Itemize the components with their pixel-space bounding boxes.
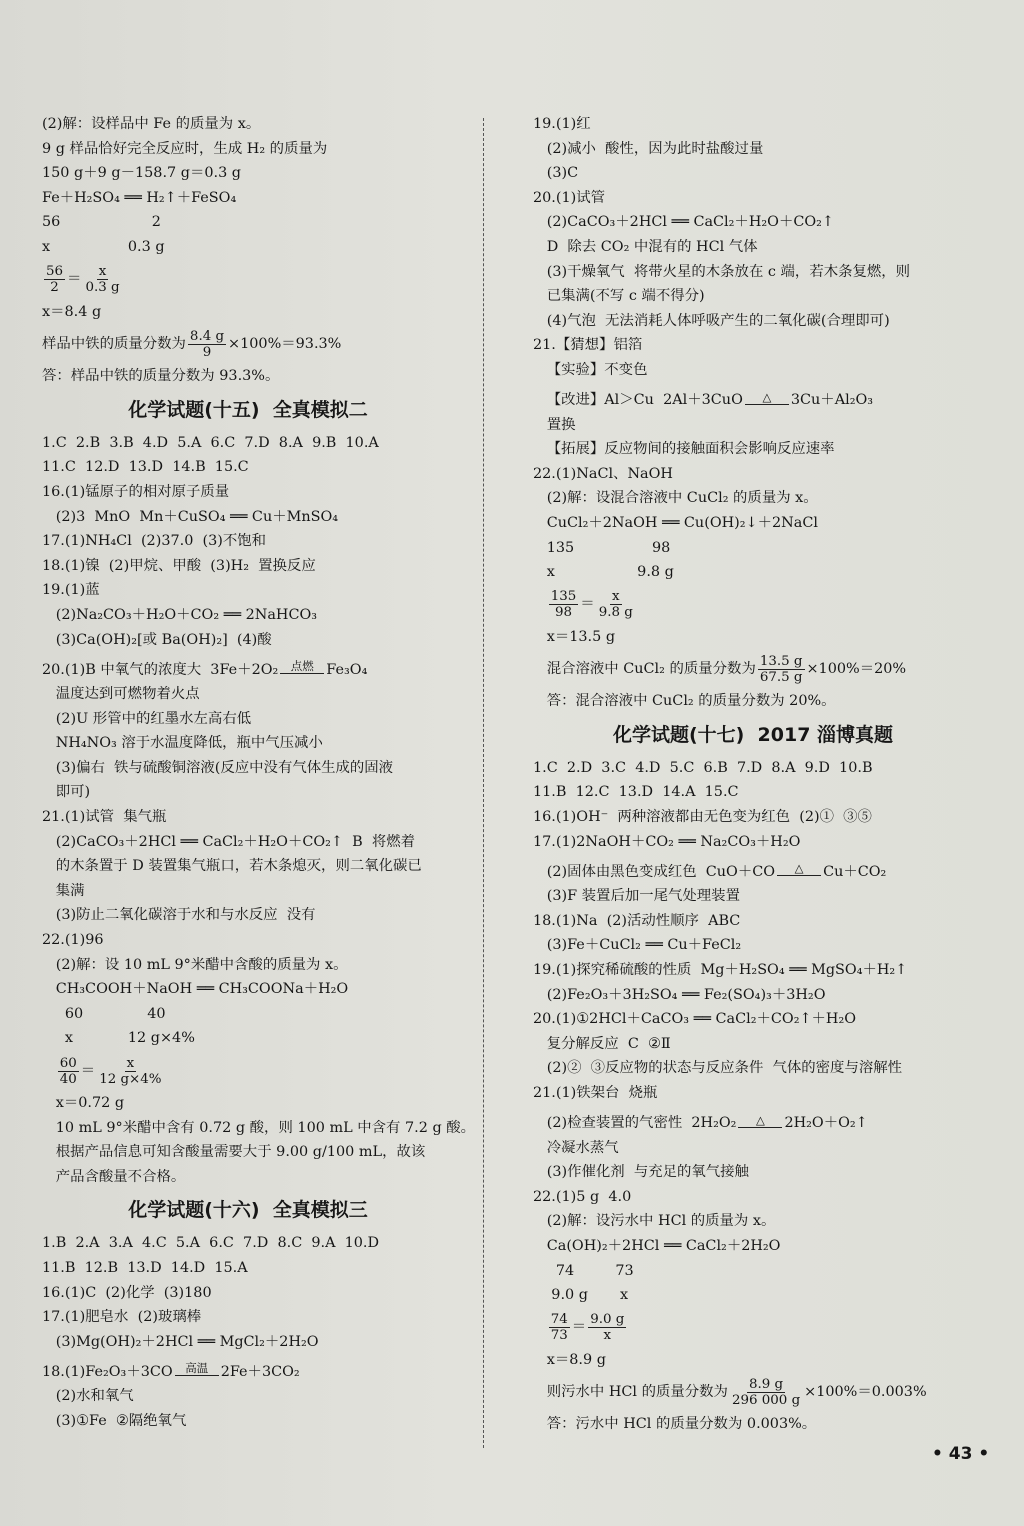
text-line: NH₄NO₃ 溶于水温度降低，瓶中气压减小	[42, 735, 323, 752]
block-sec15	[42, 431, 454, 652]
text-line: (3)防止二氧化碳溶于水和与水反应 没有	[42, 907, 316, 924]
ratio-equation: $\frac{60}{40}$ ＝ $\frac{x}{12 g\times 4\%}$	[59, 1055, 162, 1087]
text-line: (2)CaCO₃＋2HCl ══ CaCl₂＋H₂O＋CO₂↑	[533, 214, 834, 231]
text-line: 60 40	[42, 1005, 166, 1022]
text-line: x＝8.9 g	[533, 1351, 606, 1368]
block-sec17c	[533, 1136, 973, 1308]
mass-fraction-line: 混合溶液中 CuCl₂ 的质量分数为 $\frac{13.5 g}{67.5 g}$ ×100%＝20%	[533, 653, 907, 685]
reaction-equation: (2)固体由黑色变成红色 CuO＋CO △ Cu＋CO₂	[533, 861, 887, 880]
text-line: (2)3 MnO Mn＋CuSO₄ ══ Cu＋MnSO₄	[42, 508, 339, 525]
text-line: 21.(1)铁架台 烧瓶	[533, 1085, 658, 1101]
text-line: (3)F 装置后加一尾气处理装置	[533, 888, 740, 905]
block-top	[42, 112, 454, 260]
text-line: (2)水和氧气	[42, 1388, 134, 1405]
text-line: 1.C 2.B 3.B 4.D 5.A 6.C 7.D 8.A 9.B 10.A	[42, 434, 379, 451]
text-line: 21.(1)试管 集气瓶	[42, 809, 167, 826]
section-title-15: 化学试题(十五) 全真模拟二	[128, 398, 368, 421]
text-line: 已集满(不写 c 端不得分)	[533, 288, 705, 305]
text-line: 11.C 12.D 13.D 14.B 15.C	[42, 459, 249, 476]
block-sec17e	[533, 1412, 973, 1437]
text-line: 集满	[42, 882, 85, 899]
text-line: 答：污水中 HCl 的质量分数为 0.003%。	[533, 1416, 817, 1433]
section-title-16: 化学试题(十六) 全真模拟三	[128, 1199, 368, 1222]
text-line: x 9.8 g	[533, 564, 674, 581]
page-number: • 43 •	[932, 1444, 990, 1464]
text-line: (2)解：设 10 mL 9°米醋中含酸的质量为 x。	[42, 956, 348, 973]
block-sec16d	[533, 413, 973, 585]
text-line: 温度达到可燃物着火点	[42, 686, 200, 703]
block-sec15c	[42, 1091, 476, 1189]
text-line: 【实验】不变色	[533, 361, 648, 378]
text-line: 17.(1)肥皂水 (2)玻璃棒	[42, 1309, 202, 1326]
text-line: 56 2	[42, 214, 161, 231]
text-line: (3)作催化剂 与充足的氧气接触	[533, 1164, 749, 1181]
text-line: 19.(1)探究稀硫酸的性质 Mg＋H₂SO₄ ══ MgSO₄＋H₂↑	[533, 962, 908, 979]
text-line: (3)①Fe ②隔绝氧气	[42, 1412, 187, 1429]
text-line: (4)气泡 无法消耗人体呼吸产生的二氧化碳(合理即可)	[533, 312, 890, 329]
text-line: (3)Ca(OH)₂[或 Ba(OH)₂] (4)酸	[42, 631, 272, 648]
block-sec16	[42, 1231, 454, 1354]
reaction-equation: 20.(1)B 中氧气的浓度大 3Fe＋2O₂ 点燃 Fe₃O₄	[42, 659, 368, 678]
ratio-equation: $\frac{135}{98}$ ＝ $\frac{x}{9.8 g}$	[550, 589, 633, 621]
text-line: 9.0 g x	[533, 1287, 629, 1304]
text-line: 22.(1)96	[42, 932, 104, 949]
text-line: (2)② ③反应物的状态与反应条件 气体的密度与溶解性	[533, 1060, 903, 1077]
block-sec17b	[533, 884, 973, 1105]
column-divider	[483, 118, 484, 1448]
text-line: 【拓展】反应物间的接触面积会影响反应速率	[533, 441, 835, 458]
right-column	[533, 112, 973, 1437]
text-line: 16.(1)锰原子的相对原子质量	[42, 483, 230, 500]
text-line: 置换	[533, 416, 576, 433]
text-line: 17.(1)2NaOH＋CO₂ ══ Na₂CO₃＋H₂O	[533, 833, 801, 850]
text-line: (3)偏右 铁与硫酸铜溶液(反应中没有气体生成的固液	[42, 759, 394, 776]
text-line: 150 g＋9 g－158.7 g＝0.3 g	[42, 165, 242, 182]
text-line: CH₃COOH＋NaOH ══ CH₃COONa＋H₂O	[42, 981, 349, 998]
text-line: 11.B 12.C 13.D 14.A 15.C	[533, 784, 739, 801]
text-line: 产品含酸量不合格。	[42, 1168, 186, 1185]
text-line: 复分解反应 C ②Ⅱ	[533, 1035, 671, 1052]
text-line: 22.(1)NaCl、NaOH	[533, 465, 673, 482]
mass-fraction-line: 样品中铁的质量分数为 $\frac{8.4 g}{9}$ ×100%＝93.3%	[42, 328, 342, 360]
text-line: 18.(1)Na (2)活动性顺序 ABC	[533, 912, 741, 929]
block-mid2	[42, 364, 454, 389]
text-line: 10 mL 9°米醋中含有 0.72 g 酸，则 100 mL 中含有 7.2 g 酸。	[42, 1119, 476, 1136]
text-line: x＝13.5 g	[533, 628, 616, 645]
text-line: 9 g 样品恰好完全反应时，生成 H₂ 的质量为	[42, 140, 328, 157]
text-line: (2)解：设污水中 HCl 的质量为 x。	[533, 1213, 776, 1230]
text-line: (3)Fe＋CuCl₂ ══ Cu＋FeCl₂	[533, 937, 742, 954]
text-line: 根据产品信息可知含酸量需要大于 9.00 g/100 mL，故该	[42, 1144, 426, 1161]
text-line: (2)Fe₂O₃＋3H₂SO₄ ══ Fe₂(SO₄)₃＋3H₂O	[533, 986, 826, 1003]
block-mid1	[42, 300, 454, 325]
text-line: 即可)	[42, 784, 91, 801]
text-line: x＝8.4 g	[42, 303, 102, 320]
text-line: (3)C	[533, 165, 579, 182]
text-line: 19.(1)蓝	[42, 582, 100, 599]
block-sec17	[533, 756, 973, 854]
text-line: 1.C 2.D 3.C 4.D 5.C 6.B 7.D 8.A 9.D 10.B	[533, 759, 873, 776]
text-line: 答：样品中铁的质量分数为 93.3%。	[42, 368, 280, 385]
reaction-equation: 【改进】Al＞Cu 2Al＋3CuO △ 3Cu＋Al₂O₃	[533, 389, 874, 408]
text-line: (2)CaCO₃＋2HCl ══ CaCl₂＋H₂O＋CO₂↑ B 将燃着	[42, 833, 416, 850]
ratio-equation: $\frac{74}{73}$ ＝ $\frac{9.0 g}{x}$	[550, 1312, 625, 1344]
text-line: 17.(1)NH₄Cl (2)37.0 (3)不饱和	[42, 533, 267, 550]
text-line: (2)解：设混合溶液中 CuCl₂ 的质量为 x。	[533, 490, 818, 507]
text-line: Ca(OH)₂＋2HCl ══ CaCl₂＋2H₂O	[533, 1237, 781, 1254]
text-line: (2)解：设样品中 Fe 的质量为 x。	[42, 116, 261, 132]
mass-fraction-line: 则污水中 HCl 的质量分数为 $\frac{8.9 g}{296 000 g}$ ×100%＝0.003%	[533, 1376, 927, 1408]
text-line: 22.(1)5 g 4.0	[533, 1188, 632, 1205]
section-title-17: 化学试题(十七) 2017 淄博真题	[612, 723, 894, 746]
text-line: x 0.3 g	[42, 238, 165, 255]
ratio-equation: $\frac{56}{2}$ ＝ $\frac{x}{0.3 g}$	[46, 264, 120, 296]
block-sec16c	[533, 112, 973, 383]
text-line: 74 73	[533, 1262, 634, 1279]
block-sec17d	[533, 1348, 973, 1373]
text-line: (2)U 形管中的红墨水左高右低	[42, 710, 252, 727]
block-sec16f	[533, 689, 973, 714]
text-line: 20.(1)试管	[533, 189, 606, 206]
reaction-equation: (2)检查装置的气密性 2H₂O₂ △ 2H₂O＋O₂↑	[533, 1112, 868, 1131]
text-line: 18.(1)镍 (2)甲烷、甲酸 (3)H₂ 置换反应	[42, 557, 316, 574]
text-line: 16.(1)OH⁻ 两种溶液都由无色变为红色 (2)① ③⑤	[533, 809, 872, 826]
text-line: 135 98	[533, 539, 671, 556]
text-line: 20.(1)①2HCl＋CaCO₃ ══ CaCl₂＋CO₂↑＋H₂O	[533, 1011, 857, 1028]
text-line: D 除去 CO₂ 中混有的 HCl 气体	[533, 238, 758, 255]
text-line: 19.(1)红	[533, 116, 591, 132]
reaction-equation: 18.(1)Fe₂O₃＋3CO 高温 2Fe＋3CO₂	[42, 1361, 300, 1380]
left-column	[42, 112, 476, 1434]
text-line: 1.B 2.A 3.A 4.C 5.A 6.C 7.D 8.C 9.A 10.D	[42, 1235, 380, 1252]
text-line: (2)减小 酸性，因为此时盐酸过量	[533, 140, 764, 157]
block-sec16e	[533, 625, 973, 650]
text-line: 11.B 12.B 13.D 14.D 15.A	[42, 1259, 248, 1276]
block-sec16b	[42, 1384, 454, 1433]
text-line: (2)Na₂CO₃＋H₂O＋CO₂ ══ 2NaHCO₃	[42, 606, 318, 623]
text-line: 冷凝水蒸气	[533, 1139, 619, 1156]
text-line: 答：混合溶液中 CuCl₂ 的质量分数为 20%。	[533, 693, 836, 710]
text-line: (3)Mg(OH)₂＋2HCl ══ MgCl₂＋2H₂O	[42, 1333, 319, 1350]
text-line: CuCl₂＋2NaOH ══ Cu(OH)₂↓＋2NaCl	[533, 514, 818, 531]
text-line: x＝0.72 g	[42, 1095, 125, 1111]
text-line: 21.【猜想】铝箔	[533, 337, 643, 354]
text-line: 16.(1)C (2)化学 (3)180	[42, 1284, 212, 1301]
block-sec15b	[42, 682, 454, 1051]
text-line: 的木条置于 D 装置集气瓶口，若木条熄灭，则二氧化碳已	[42, 858, 422, 875]
text-line: x 12 g×4%	[42, 1030, 195, 1047]
text-line: (3)干燥氧气 将带火星的木条放在 c 端，若木条复燃，则	[533, 263, 911, 280]
text-line: Fe＋H₂SO₄ ══ H₂↑＋FeSO₄	[42, 189, 237, 206]
